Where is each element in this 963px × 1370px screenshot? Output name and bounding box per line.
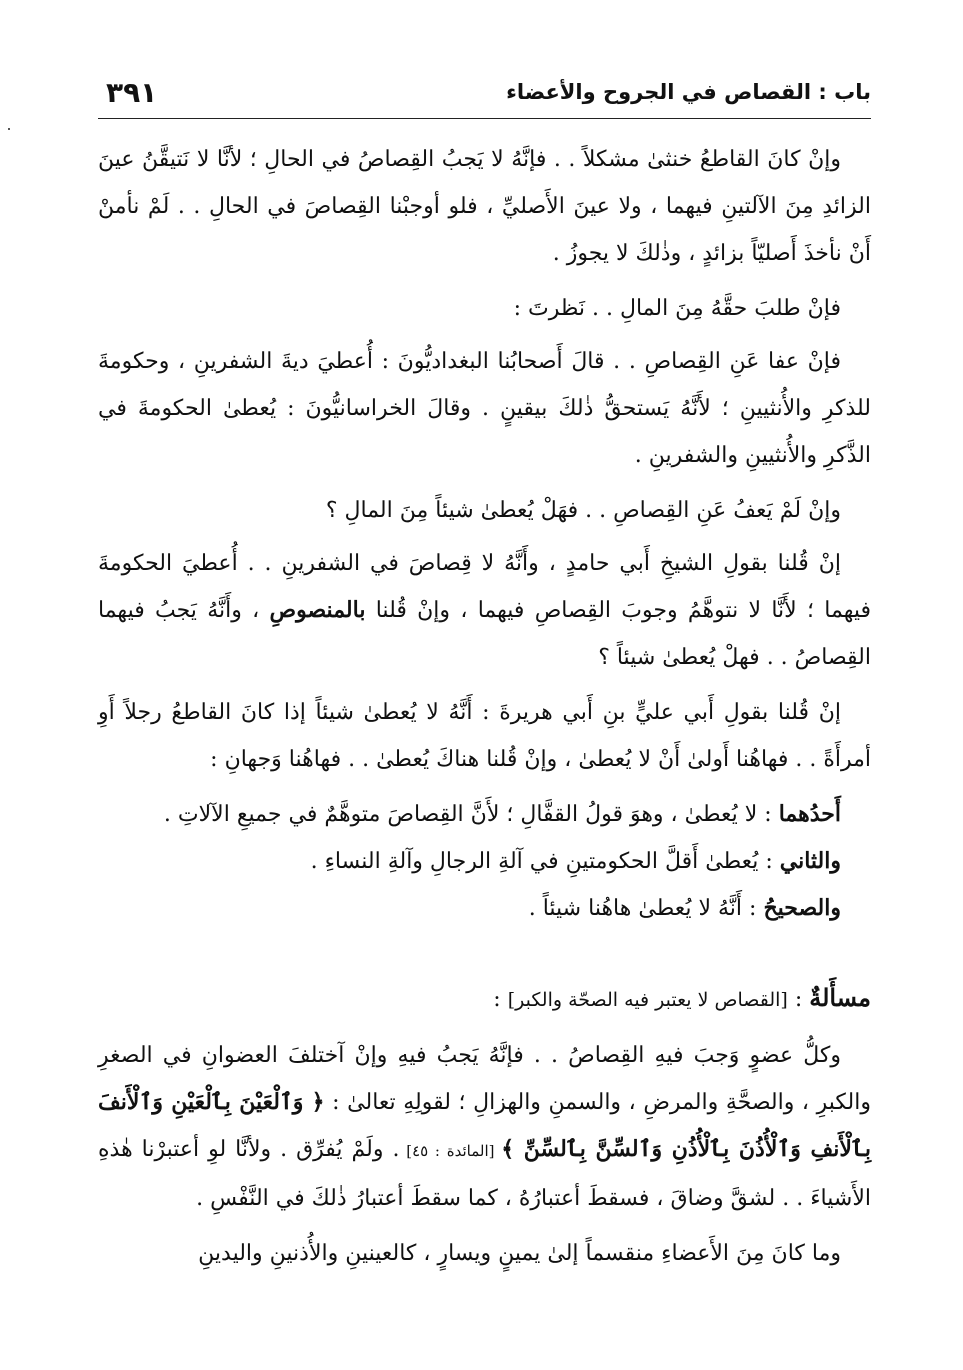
- section-gap: [98, 932, 871, 974]
- paragraph-3: فإنْ عفا عَنِ القِصاصِ . . قالَ أَصحابُنا البغداديُّونَ : أُعطيَ ديةَ الشفرينِ ، وحكومةَ للذكرِ والأُنثيينِ ؛ لأَنَّهُ يَستحقُّ ذٰلكَ بيقينٍ . وقالَ الخراسانيُّونَ : يُعطىٰ الحكومةَ في الذَّكرِ والأُنثيينِ والشفرينِ .: [98, 349, 872, 468]
- opinion-correct-text: : أَنَّهُ لا يُعطىٰ هاهُنا شيئاً .: [528, 896, 764, 921]
- paragraph-1: وإنْ كانَ القاطعُ خنثىٰ مشكلاً . . فإنَّهُ لا يَجبُ القِصاصُ في الحالِ ؛ لأنَّا لا نَتيقَّنُ عينَ الزائدِ مِنَ الآلتينِ فيهما ، ولا عينَ الأَصليِّ ، فلو أوجبْنا القِصاصَ في الحالِ . . لَمْ نأمنْ أَنْ نأخذَ أَصليّاً بزائدٍ ، وذٰلكَ لا يجوزُ .: [98, 147, 871, 266]
- masala-heading: [98, 974, 871, 1024]
- page-body: [98, 136, 871, 1285]
- opinion-first: [98, 791, 871, 838]
- paragraph-5: [98, 540, 871, 681]
- paragraph-5-start: إنْ قُلنا بقولِ الشيخِ أَبي حامدٍ ، وأَنَّهُ لا قِصاصَ في الشفرينِ . . أُعطيَ الحكومةَ فيهما ؛ لأَنَّا لا نتوهَّمُ وجوبَ القِصاصِ فيهما ، وإنْ قُلنا: [98, 551, 871, 623]
- paragraph-4: وإنْ لَمْ يَعفُ عَنِ القِصاصِ . . فهَلْ يُعطىٰ شيئاً مِنَ المالِ ؟: [325, 498, 841, 523]
- opinion-second: [98, 838, 871, 885]
- paragraph-2: فإنْ طلبَ حقَّهُ مِنَ المالِ . . نَظرتَ :: [513, 296, 841, 321]
- masala-label: مسأَلةٌ: [809, 983, 871, 1012]
- masala-separator: :: [787, 987, 810, 1012]
- opinion-first-label: أَحدُهما: [778, 801, 841, 827]
- opinion-correct-label: والصحيحُ: [763, 895, 841, 921]
- masala-paragraph-2: وما كانَ مِنَ الأَعضاءِ منقسماً إلىٰ يمينٍ ويسارٍ ، كالعينينِ والأُذنينِ واليدينِ: [198, 1241, 841, 1266]
- masala-paragraph-1: [98, 1032, 871, 1222]
- page-header: [98, 78, 871, 119]
- opinion-correct: [98, 885, 871, 932]
- paragraph-6: إنْ قُلنا بقولِ أَبي عليٍّ بنِ أَبي هريرةَ : أَنَّهُ لا يُعطىٰ شيئاً إذا كانَ القاطعُ رجلاً أَوِ أمرأَةً . . فهاهُنا أَولىٰ أَنْ لا يُعطىٰ ، وإنْ قُلنا هناكَ يُعطىٰ . . فهاهُنا وَجهانِ :: [98, 700, 871, 772]
- masala-paragraph-1-end: . ولَمْ يُفرِّق . ولأنَّا لوِ أعتبرْنا هٰذهِ الأَشياءَ . . لشقَّ وضاقَ ، فسقطَ أعتبارُهُ ، كما سقطَ أعتبارُ ذٰلكَ في النَّفْسِ .: [98, 1137, 871, 1211]
- opinion-second-label: والثاني: [779, 848, 841, 874]
- verse-reference: [المائدة : ٤٥]: [399, 1142, 502, 1160]
- masala-paragraph-1-start: وكلُّ عضوٍ وَجبَ فيهِ القِصاصُ . . فإنَّهُ يَجبُ فيهِ وإنْ آختلفَ العضوانِ في الصغرِ والكبرِ ، والصحَّةِ والمرضِ ، والسمنِ والهزالِ ؛ لقولِهِ تعالىٰ :: [98, 1043, 871, 1115]
- masala-end: :: [493, 987, 508, 1012]
- page-number: ٣٩١: [106, 76, 158, 109]
- margin-mark: [8, 128, 10, 130]
- paragraph-5-bold: بالمنصوصِ: [269, 597, 366, 623]
- running-title: باب : القصاص في الجروح والأعضاء: [506, 80, 871, 104]
- paragraph-5-end: ، وأَنَّهُ يَجبُ فيهما القِصاصُ . . فهلْ يُعطىٰ شيئاً ؟: [98, 598, 871, 670]
- opinion-second-text: : يُعطىٰ أَقلَّ الحكومتينِ في آلةِ الرجالِ وآلةِ النساءِ .: [310, 849, 780, 874]
- masala-title: [القصاص لا يعتبر فيه الصحّة والكبر]: [507, 989, 788, 1011]
- opinion-first-text: : لا يُعطىٰ ، وهوَ قولُ القفَّالِ ؛ لأَنَّ القِصاصَ متوهَّمٌ في جميعِ الآلاتِ .: [163, 802, 779, 827]
- quran-verse: ﴿ وَٱلْعَيْنَ بِٱلْعَيْنِ وَٱلْأَنفَ بِٱلْأَنفِ وَٱلْأُذُنَ بِٱلْأُذُنِ وَٱلسِّنَّ بِٱلسِّنِّ ﴾: [98, 1089, 871, 1162]
